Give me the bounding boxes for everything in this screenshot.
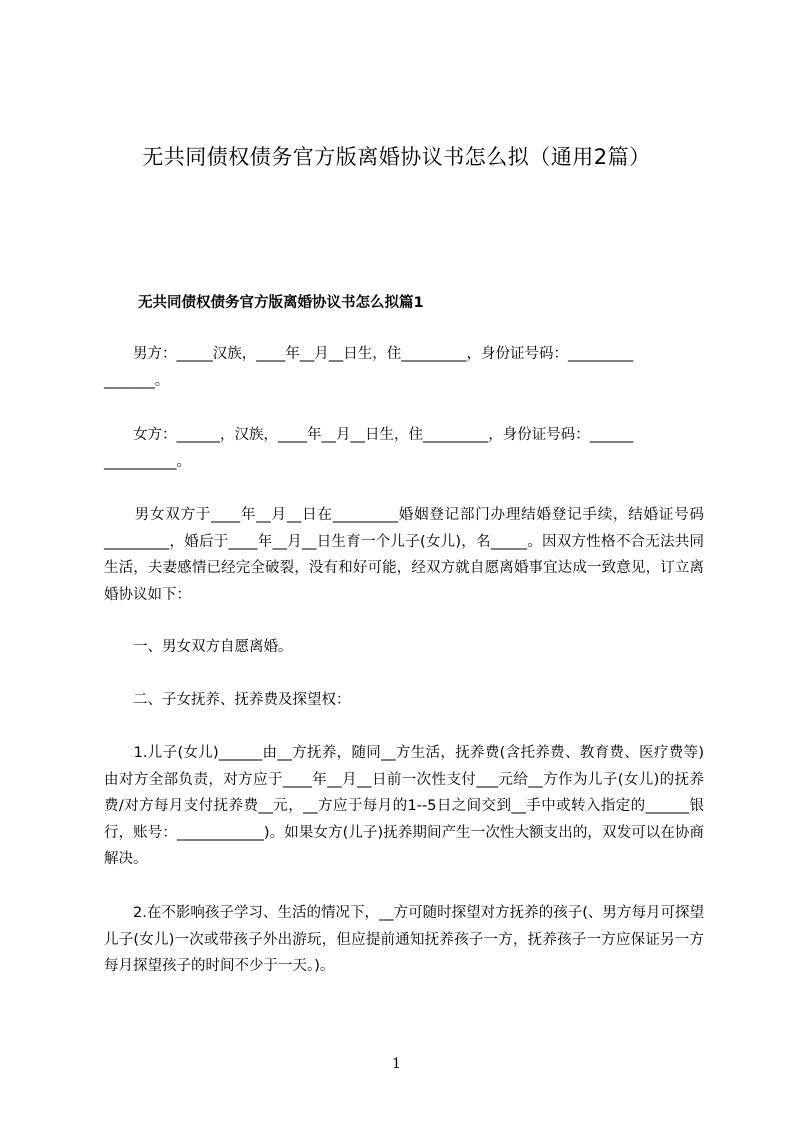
paragraph-line: 男方：_____汉族，____年__月__日生，住_________，身份证号码：_________ bbox=[104, 346, 634, 362]
paragraph-marriage-info bbox=[104, 502, 704, 608]
document-title: 无共同债权债务官方版离婚协议书怎么拟（通用2篇） bbox=[142, 145, 651, 169]
paragraph-female-party bbox=[104, 422, 704, 475]
paragraph-text: 一、男女双方自愿离婚。 bbox=[104, 639, 293, 655]
paragraph-clause-2 bbox=[104, 687, 704, 714]
paragraph-text: 男女双方于____年__月__日在_________婚姻登记部门办理结婚登记手续，结婚证号码_________，婚后于____年__月__日生育一个儿子(女儿)，名_____。因双方性格不合无法共同生活，夫妻感情已经完全破裂，没有和好可能，经双方就自愿离婚事宜达成一致意见，订立离婚协议如下： bbox=[104, 507, 704, 603]
paragraph-text: 2.在不影响孩子学习、生活的情况下，__方可随时探望对方抚养的孩子(、男方每月可探望儿子(女儿)一次或带孩子外出游玩，但应提前通知抚养孩子一方，抚养孩子一方应保证另一方每月探望孩子的时间不少于一天。)。 bbox=[104, 905, 704, 974]
paragraph-clause-1 bbox=[104, 634, 704, 661]
section-heading: 无共同债权债务官方版离婚协议书怎么拟篇1 bbox=[138, 295, 424, 311]
page-number: 1 bbox=[392, 1056, 401, 1072]
paragraph-text: 1.儿子(女儿)______由__方抚养，随同__方生活，抚养费(含托养费、教育费、医疗费等)由对方全部负责，对方应于____年__月__日前一次性支付___元给__方作为儿子(女儿)的抚养费/对方每月支付抚养费__元，__方应于每月的1--5日之间交到__手中或转入指定的______银行，账号：____________)。如果女方(儿子)抚养期间产生一次性大额支出的，双发可以在协商解决。 bbox=[104, 745, 704, 867]
paragraph-line: _______。 bbox=[104, 372, 170, 389]
paragraph-line: __________。 bbox=[104, 453, 191, 470]
paragraph-visitation bbox=[104, 900, 704, 980]
paragraph-custody bbox=[104, 740, 704, 873]
paragraph-line: 女方：______，汉族，____年__月__日生，住_________，身份证号码：______ bbox=[104, 427, 634, 443]
paragraph-male-party bbox=[104, 341, 704, 394]
paragraph-text: 二、子女抚养、抚养费及探望权： bbox=[104, 692, 351, 708]
